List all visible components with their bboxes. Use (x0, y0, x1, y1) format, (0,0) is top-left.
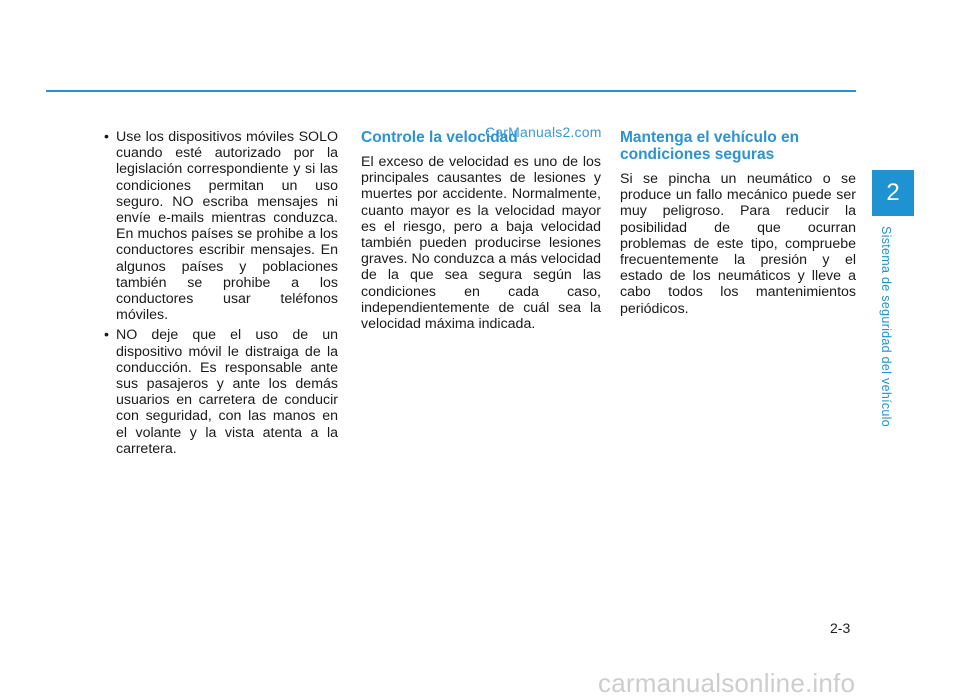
chapter-side-title: Sistema de seguridad del vehículo (879, 226, 893, 427)
footer-watermark: carmanualsonline.info (598, 668, 856, 698)
header-rule (46, 90, 856, 92)
bullet-list (104, 129, 338, 457)
section-body-vehicle: Si se pincha un neumático o se produce un fallo mecánico puede ser muy peligroso. Para reducir la posibilidad de que ocurran problemas de este tipo, compruebe frecuentemente la presión y el estado de los neumáticos y lleve a cabo todos los mantenimientos periódicos. (620, 171, 856, 317)
column-middle (361, 129, 601, 332)
chapter-tab (872, 170, 914, 216)
section-heading-vehicle: Mantenga el vehículo en condiciones seguras (620, 129, 800, 163)
section-heading-speed: Controle la velocidad (361, 129, 518, 146)
page-number: 2-3 (830, 620, 851, 636)
column-right (620, 129, 856, 317)
column-left (104, 129, 338, 461)
chapter-number: 2 (886, 179, 900, 206)
list-item: • Use los dispositivos móviles SOLO cuando esté autorizado por la legislación correspondiente y si las condiciones permitan un uso seguro. NO escriba mensajes ni envíe e-mails mientras conduzca. En muchos países se prohibe a los conductores escribir mensajes. En algunos países y poblaciones también se prohibe a los conductores usar teléfonos móviles. (104, 129, 338, 323)
list-item: • NO deje que el uso de un dispositivo móvil le distraiga de la conducción. Es responsable ante sus pasajeros y ante los demás usuarios en carretera de conducir con seguridad, con las manos en el volante y la vista atenta a la carretera. (104, 327, 338, 457)
section-body-speed: El exceso de velocidad es uno de los principales causantes de lesiones y muertes por accidente. Normalmente, cuanto mayor es la velocidad mayor es el riesgo, pero a baja velocidad también pueden producirse lesiones graves. No conduzca a más velocidad de la que sea segura según las condiciones en cada caso, independientemente de cuál sea la velocidad máxima indicada. (361, 154, 601, 333)
watermark-link[interactable]: CarManuals2.com (485, 124, 602, 140)
